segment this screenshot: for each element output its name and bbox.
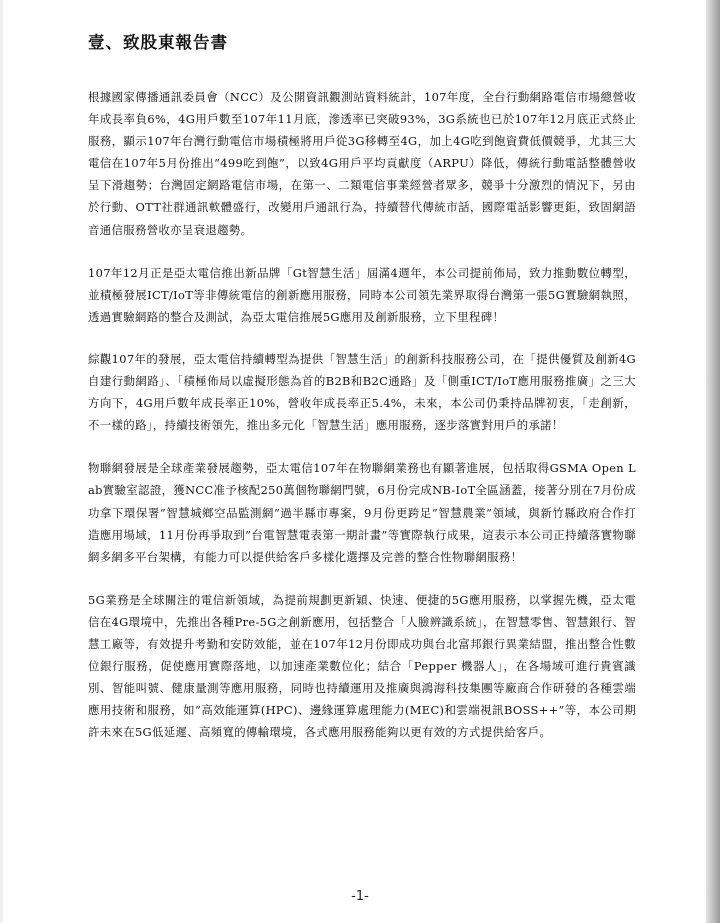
page-right-edge-shadow: [706, 0, 720, 923]
paragraph-iot-progress: 物聯網發展是全球產業發展趨勢，亞太電信107年在物聯網業務也有顯著進展，包括取得GSMA Open Lab實驗室認證，獲NCC准予核配250萬個物聯網門號，6月份完成NB-IoT全區涵蓋，接著分別在7月份成功拿下環保署”智慧城鄉空品監測網”過半縣市專案，9月份更跨足”智慧農業”領域，與新竹縣政府合作打造應用場域，11月份再爭取到”台電智慧電表第一期計畫”等實際執行成果，這表示本公司正持續落實物聯網多網多平台架構，有能力可以提供給客戶多樣化選擇及完善的整合性物聯網服務！: [88, 461, 636, 564]
paragraph-annual-development: 綜觀107年的發展，亞太電信持續轉型為提供「智慧生活」的創新科技服務公司，在「提供優質及創新4G自建行動網路」、「積極佈局以虛擬形態為首的B2B和B2C通路」及「側重ICT/IoT應用服務推廣」之三大方向下，4G用戶數年成長率正10%，營收年成長率正5.4%，未來，本公司仍秉持品牌初衷，「走創新，不一樣的路」，持續技術領先，推出多元化「智慧生活」應用服務，逐步落實對用戶的承諾！: [88, 351, 636, 433]
paragraph-market-overview: 根據國家傳播通訊委員會（NCC）及公開資訊觀測站資料統計，107年度，全台行動網路電信市場總營收年成長率負6%，4G用戶數至107年11月底，滲透率已突破93%，3G系統也已於107年12月底正式終止服務，顯示107年台灣行動電信市場積極將用戶從3G移轉至4G，加上4G吃到飽資費低價競爭，尤其三大電信在107年5月份推出”499吃到飽”，以致4G用戶平均貢獻度（ARPU）降低，傳統行動電話整體營收呈下滑趨勢；台灣固定網路電信市場，在第一、二類電信事業經營者眾多，競爭十分激烈的情況下，另由於行動、OTT社群通訊軟體盛行，改變用戶通訊行為，持續替代傳統市話，國際電話影響更鉅，致固網語音通信服務營收亦呈衰退趨勢。: [88, 90, 636, 237]
document-title: 壹、致股東報告書: [88, 33, 228, 52]
page-left-edge: [0, 0, 3, 923]
paragraph-5g-business: 5G業務是全球關注的電信新領域，為提前規劃更新穎、快速、便捷的5G應用服務，以掌握先機，亞太電信在4G環境中，先推出各種Pre-5G之創新應用，包括整合「人臉辨識系統」，在智慧零售、智慧銀行、智慧工廠等，有效提升考勤和安防效能，並在107年12月份即成功與台北富邦銀行異業結盟，推出整合性數位銀行服務，促使應用實際落地，以加速產業數位化；結合「Pepper 機器人」，在各場域可進行貴賓識別、智能叫號、健康量測等應用服務，同時也持續運用及推廣與鴻海科技集團等廠商合作研發的各種雲端應用技術和服務，如”高效能運算(HPC)、邊緣運算處理能力(MEC)和雲端視訊BOSS++”等，本公司期許未來在5G低延遲、高頻寬的傳輸環境，各式應用服務能夠以更有效的方式提供給客戶。: [88, 592, 636, 740]
page-number: -1-: [351, 889, 369, 904]
paragraph-brand-anniversary: 107年12月正是亞太電信推出新品牌「Gt智慧生活」屆滿4週年，本公司提前佈局，致力推動數位轉型，並積極發展ICT/IoT等非傳統電信的創新應用服務，同時本公司領先業界取得台灣第一張5G實驗網執照，透過實驗網路的整合及測試，為亞太電信推展5G應用及創新服務，立下里程碑！: [88, 265, 636, 324]
document-body: [88, 30, 636, 743]
